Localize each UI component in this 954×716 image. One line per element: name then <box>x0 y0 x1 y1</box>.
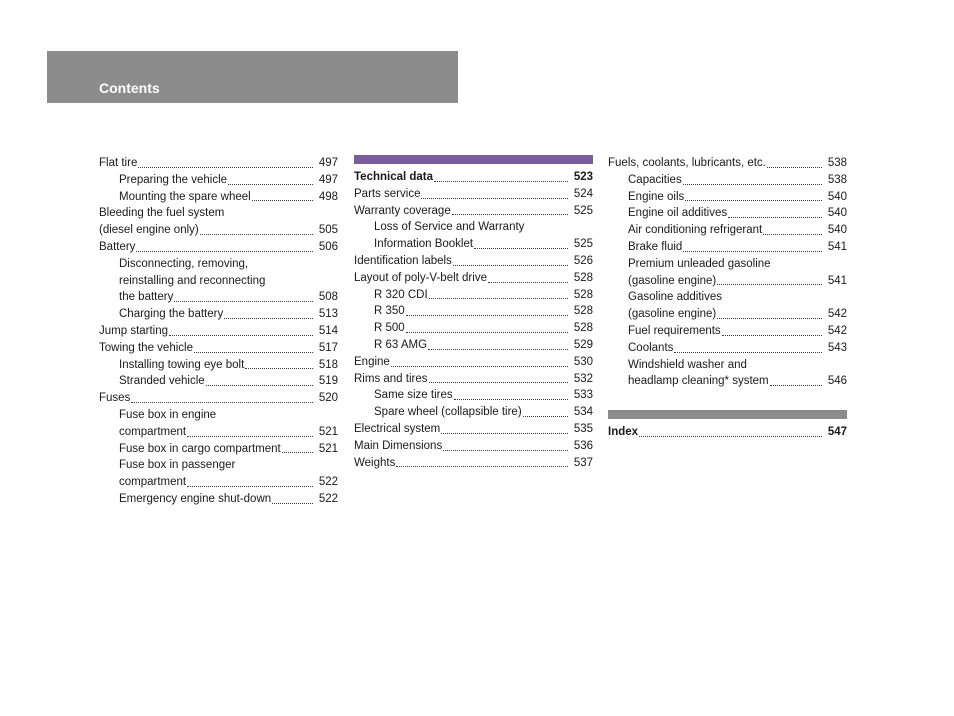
toc-entry[interactable] <box>99 189 338 206</box>
dot-leader <box>452 214 568 215</box>
toc-entry[interactable] <box>99 390 338 407</box>
toc-page-number: 506 <box>318 240 338 253</box>
dot-leader <box>131 402 313 403</box>
toc-entry[interactable] <box>354 270 593 287</box>
toc-entry[interactable] <box>354 236 593 253</box>
toc-entry[interactable] <box>608 424 847 441</box>
toc-page-number: 542 <box>827 324 847 337</box>
toc-entry-text: Gasoline additives <box>628 291 722 304</box>
toc-entry-label: Brake fluid <box>628 240 683 253</box>
toc-page-number: 538 <box>827 173 847 186</box>
dot-leader <box>722 335 822 336</box>
toc-page-number: 532 <box>573 372 593 385</box>
toc-entry[interactable] <box>354 186 593 203</box>
toc-page-number: 540 <box>827 190 847 203</box>
dot-leader <box>169 335 313 336</box>
dot-leader <box>406 332 568 333</box>
toc-entry-label: Stranded vehicle <box>119 375 205 388</box>
toc-entry[interactable] <box>99 222 338 239</box>
toc-entry-label: Fuses <box>99 392 131 405</box>
dot-leader <box>428 349 568 350</box>
toc-page-number: 547 <box>827 426 847 439</box>
toc-entry[interactable] <box>354 438 593 455</box>
dot-leader <box>683 251 822 252</box>
toc-entry-label: Capacities <box>628 173 682 186</box>
toc-entry-label: Index <box>608 426 639 439</box>
toc-entry-text: Premium unleaded gasoline <box>628 257 771 270</box>
toc-page-number: 528 <box>573 305 593 318</box>
toc-entry[interactable] <box>608 306 847 323</box>
dot-leader <box>474 248 568 249</box>
toc-entry-text: Loss of Service and Warranty <box>374 221 525 234</box>
dot-leader <box>454 399 568 400</box>
toc-page-number: 524 <box>573 187 593 200</box>
toc-entry-label: Emergency engine shut-down <box>119 492 272 505</box>
toc-page-number: 497 <box>318 173 338 186</box>
toc-entry-label: (diesel engine only) <box>99 224 199 237</box>
toc-entry-label: Air conditioning refrigerant <box>628 224 763 237</box>
toc-page-number: 519 <box>318 375 338 388</box>
toc-column-3 <box>608 155 847 441</box>
toc-entry[interactable] <box>354 320 593 337</box>
toc-entry[interactable] <box>99 491 338 508</box>
toc-entry-label: Information Booklet <box>374 238 474 251</box>
dot-leader <box>453 265 568 266</box>
toc-entry-label: Electrical system <box>354 422 441 435</box>
dot-leader <box>443 450 568 451</box>
dot-leader <box>717 318 822 319</box>
toc-entry-label: R 63 AMG <box>374 338 428 351</box>
page-title: Contents <box>99 80 160 96</box>
toc-entry[interactable] <box>99 441 338 458</box>
toc-page-number: 542 <box>827 308 847 321</box>
dot-leader <box>228 184 313 185</box>
toc-entry-label: Mounting the spare wheel <box>119 190 251 203</box>
toc-entry-label: Coolants <box>628 341 674 354</box>
toc-page-number: 522 <box>318 476 338 489</box>
toc-page-number: 543 <box>827 341 847 354</box>
toc-page-number: 541 <box>827 274 847 287</box>
toc-entry[interactable] <box>608 373 847 390</box>
dot-leader <box>194 352 313 353</box>
toc-entry[interactable] <box>354 421 593 438</box>
toc-entry-label: Technical data <box>354 171 434 183</box>
toc-entry-label: R 500 <box>374 322 405 335</box>
toc-page-number: 505 <box>318 224 338 237</box>
dot-leader <box>282 452 313 453</box>
toc-page-number: 536 <box>573 439 593 452</box>
toc-entry[interactable] <box>354 455 593 472</box>
dot-leader <box>174 301 313 302</box>
toc-page-number: 518 <box>318 358 338 371</box>
toc-page-number: 497 <box>318 157 338 169</box>
toc-entry-label: Same size tires <box>374 389 453 402</box>
toc-page-number: 514 <box>318 324 338 337</box>
toc-entry-label: Flat tire <box>99 157 138 169</box>
dot-leader <box>206 385 313 386</box>
toc-entry[interactable] <box>354 337 593 354</box>
toc-entry[interactable] <box>354 287 593 304</box>
toc-entry[interactable] <box>99 323 338 340</box>
toc-entry-label: Battery <box>99 240 136 253</box>
toc-page-number: 528 <box>573 288 593 301</box>
spacer <box>608 390 847 410</box>
toc-entry-label: Charging the battery <box>119 308 224 321</box>
toc-entry-label: Engine oil additives <box>628 207 728 220</box>
toc-page-number: 521 <box>318 442 338 455</box>
toc-entry-label: R 350 <box>374 305 405 318</box>
toc-entry-text: Fuse box in passenger <box>119 459 236 472</box>
dot-leader <box>523 416 568 417</box>
dot-leader <box>252 200 313 201</box>
toc-page-number: 521 <box>318 425 338 438</box>
toc-page-number: 526 <box>573 254 593 267</box>
toc-page-number: 538 <box>827 157 847 169</box>
toc-page-number: 540 <box>827 224 847 237</box>
dot-leader <box>396 466 568 467</box>
toc-entry-label: Engine <box>354 355 390 368</box>
toc-page-number: 528 <box>573 271 593 284</box>
toc-entry-label: Preparing the vehicle <box>119 173 228 186</box>
dot-leader <box>685 200 822 201</box>
dot-leader <box>200 234 313 235</box>
toc-entry[interactable] <box>354 404 593 421</box>
dot-leader <box>136 251 313 252</box>
toc-entry[interactable] <box>608 205 847 222</box>
dot-leader <box>767 167 822 168</box>
dot-leader <box>683 184 822 185</box>
toc-page-number: 534 <box>573 406 593 419</box>
dot-leader <box>728 217 822 218</box>
toc-entry-label: headlamp cleaning* system <box>628 375 769 388</box>
dot-leader <box>488 282 568 283</box>
section-divider-bar <box>354 155 593 164</box>
toc-entry[interactable] <box>99 474 338 491</box>
toc-entry[interactable] <box>608 155 847 172</box>
toc-entry-label: (gasoline engine) <box>628 308 717 321</box>
dot-leader <box>429 382 569 383</box>
dot-leader <box>770 385 822 386</box>
toc-page-number: 522 <box>318 492 338 505</box>
toc-page-number: 498 <box>318 190 338 203</box>
toc-entry[interactable] <box>99 155 338 172</box>
toc-entry[interactable] <box>99 357 338 374</box>
toc-entry[interactable] <box>99 239 338 256</box>
toc-column-2 <box>354 155 593 471</box>
toc-page-number: 513 <box>318 308 338 321</box>
toc-entry[interactable] <box>608 222 847 239</box>
dot-leader <box>429 298 568 299</box>
dot-leader <box>717 284 822 285</box>
toc-entry[interactable] <box>608 189 847 206</box>
toc-entry-label: Installing towing eye bolt <box>119 358 245 371</box>
toc-page-number: 508 <box>318 291 338 304</box>
toc-column-1 <box>99 155 338 508</box>
toc-entry[interactable] <box>608 239 847 256</box>
toc-entry[interactable] <box>99 172 338 189</box>
toc-entry[interactable] <box>99 289 338 306</box>
toc-entry-text: Disconnecting, removing, <box>119 257 249 270</box>
toc-entry[interactable] <box>354 303 593 320</box>
toc-page-number: 525 <box>573 204 593 217</box>
dot-leader <box>187 486 313 487</box>
toc-entry[interactable] <box>608 323 847 340</box>
dot-leader <box>406 315 568 316</box>
toc-entry-label: Warranty coverage <box>354 204 451 217</box>
toc-entry-label: Weights <box>354 456 396 469</box>
toc-entry-text: reinstalling and reconnecting <box>119 274 266 287</box>
toc-page-number: 528 <box>573 322 593 335</box>
dot-leader <box>441 433 568 434</box>
toc-entry[interactable] <box>608 273 847 290</box>
toc-entry[interactable] <box>354 253 593 270</box>
toc-entry-text: Windshield washer and <box>628 358 747 371</box>
toc-entry[interactable] <box>354 203 593 220</box>
toc-page-number: 529 <box>573 338 593 351</box>
dot-leader <box>187 436 313 437</box>
toc-entry-label: the battery <box>119 291 174 304</box>
dot-leader <box>138 167 313 168</box>
toc-page-number: 525 <box>573 238 593 251</box>
section-divider-bar <box>608 410 847 419</box>
toc-entry-text: Fuse box in engine <box>119 408 217 421</box>
toc-entry[interactable] <box>99 424 338 441</box>
dot-leader <box>421 198 568 199</box>
toc-entry-label: Engine oils <box>628 190 685 203</box>
toc-entry-label: Identification labels <box>354 254 452 267</box>
toc-entry[interactable] <box>354 169 593 186</box>
toc-entry-text: Bleeding the fuel system <box>99 207 225 220</box>
toc-entry[interactable] <box>354 354 593 371</box>
toc-entry-label: Spare wheel (collapsible tire) <box>374 406 522 419</box>
dot-leader <box>434 181 568 182</box>
toc-entry[interactable] <box>608 172 847 189</box>
toc-page-number: 546 <box>827 375 847 388</box>
dot-leader <box>224 318 313 319</box>
toc-page-number: 535 <box>573 422 593 435</box>
toc-page-number: 520 <box>318 392 338 405</box>
toc-entry-label: compartment <box>119 476 187 489</box>
toc-entry-label: (gasoline engine) <box>628 274 717 287</box>
dot-leader <box>272 503 313 504</box>
toc-entry[interactable] <box>354 387 593 404</box>
toc-page-number: 533 <box>573 389 593 402</box>
toc-entry-label: Rims and tires <box>354 372 428 385</box>
toc-entry-label: Main Dimensions <box>354 439 443 452</box>
dot-leader <box>245 368 313 369</box>
dot-leader <box>674 352 822 353</box>
toc-entry[interactable] <box>99 373 338 390</box>
toc-entry-label: Jump starting <box>99 324 169 337</box>
toc-page-number: 537 <box>573 456 593 469</box>
toc-page-number: 540 <box>827 207 847 220</box>
toc-entry-label: Parts service <box>354 187 421 200</box>
toc-entry-label: R 320 CDI <box>374 288 428 301</box>
dot-leader <box>391 366 568 367</box>
toc-page-number: 541 <box>827 240 847 253</box>
dot-leader <box>763 234 822 235</box>
toc-entry-label: compartment <box>119 425 187 438</box>
toc-page-number: 523 <box>573 171 593 183</box>
toc-entry[interactable] <box>608 340 847 357</box>
toc-entry-label: Fuels, coolants, lubricants, etc. <box>608 157 766 169</box>
toc-entry[interactable] <box>354 371 593 388</box>
toc-entry-label: Towing the vehicle <box>99 341 193 354</box>
dot-leader <box>639 436 822 437</box>
toc-entry-label: Layout of poly-V-belt drive <box>354 271 487 284</box>
header-bar <box>47 51 458 103</box>
toc-entry-label: Fuel requirements <box>628 324 721 337</box>
toc-entry-label: Fuse box in cargo compartment <box>119 442 281 455</box>
toc-page-number: 530 <box>573 355 593 368</box>
toc-page-number: 517 <box>318 341 338 354</box>
toc-entry[interactable] <box>99 306 338 323</box>
toc-entry[interactable] <box>99 340 338 357</box>
